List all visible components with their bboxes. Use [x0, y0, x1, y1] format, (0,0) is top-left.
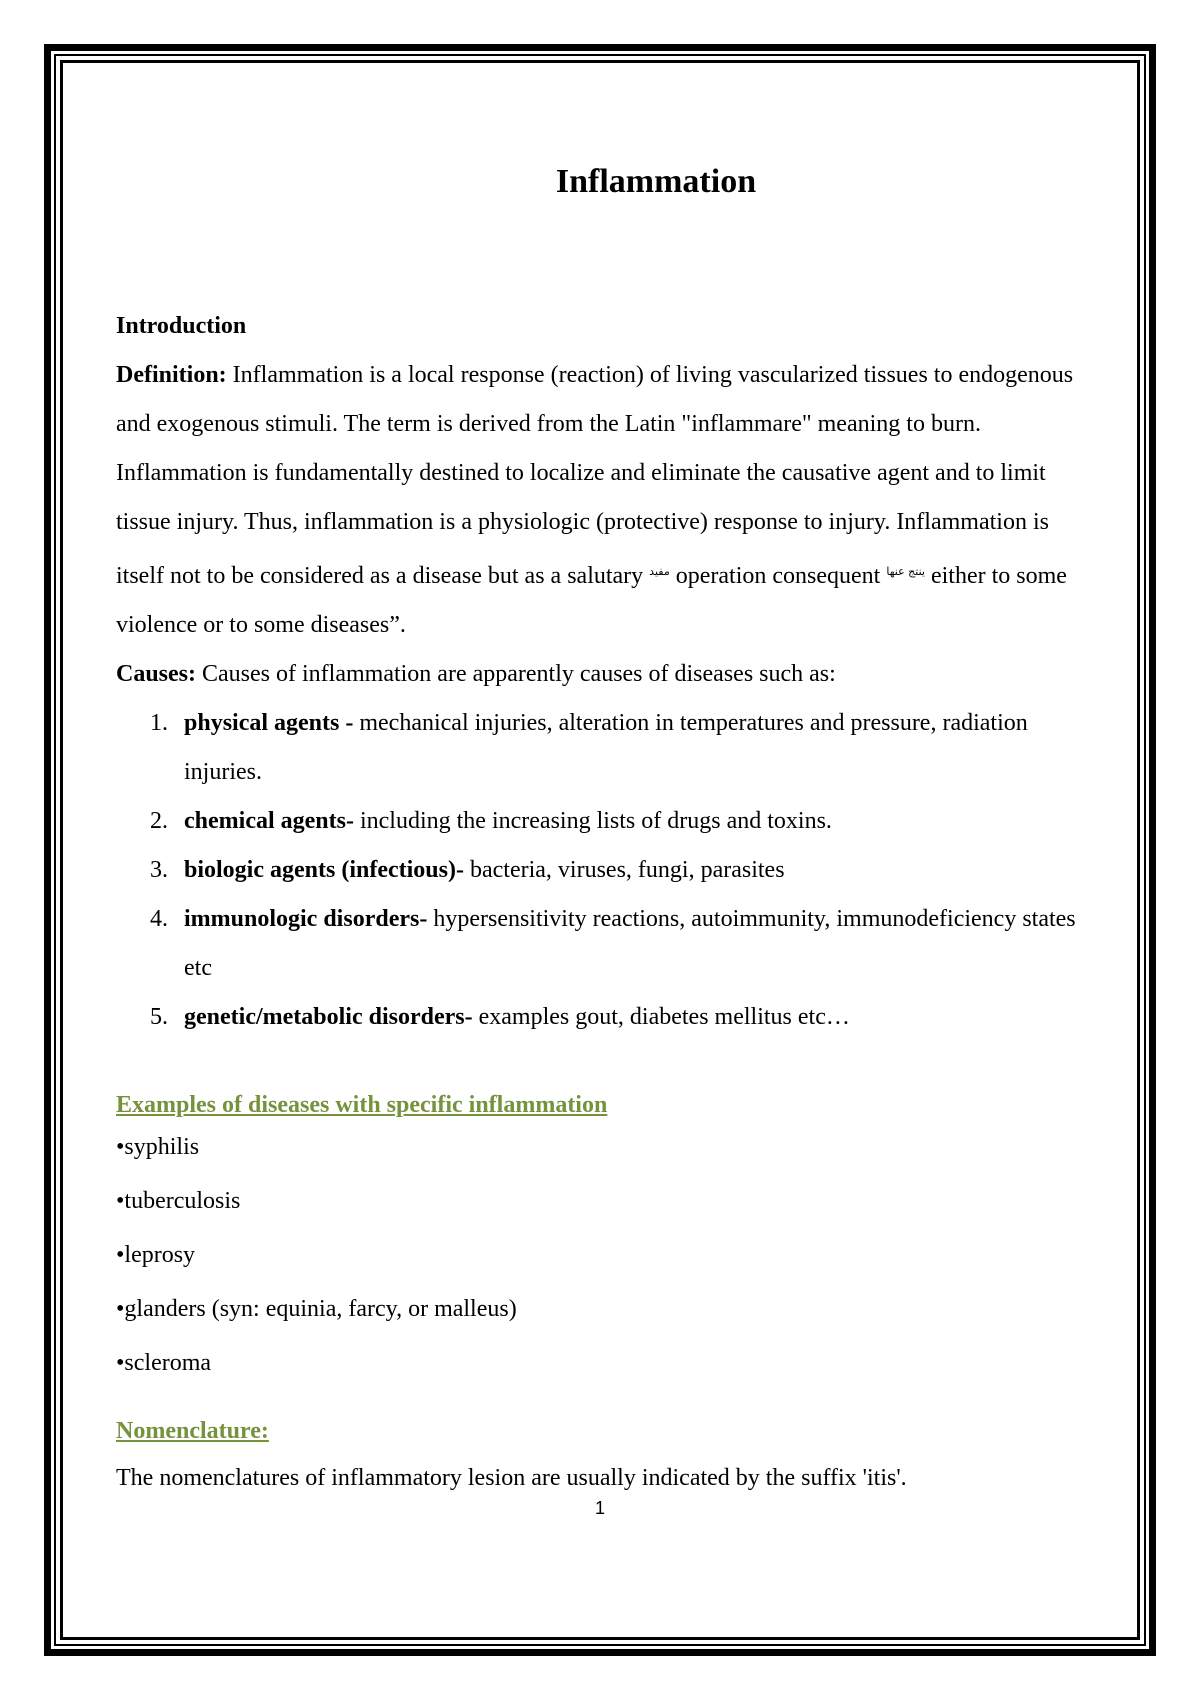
list-item-number: 3. [150, 857, 168, 883]
introduction-heading: Introduction [116, 313, 247, 339]
list-item-bold: physical agents - [184, 710, 354, 736]
list-item: •scleroma [116, 1350, 212, 1376]
list-item-text: examples gout, diabetes mellitus etc… [472, 1004, 850, 1030]
examples-list [116, 1120, 1096, 1390]
list-item-text: including the increasing lists of drugs and toxins. [353, 808, 832, 834]
nomenclature-text: The nomenclatures of inflammatory lesion are usually indicated by the suffix 'itis'. [116, 1465, 907, 1491]
list-item [150, 699, 1096, 797]
list-item-bold: immunologic disorders- [184, 906, 428, 932]
list-item: •syphilis [116, 1134, 200, 1160]
definition-text-part-1: Inflammation is a local response (reaction) of living vascularized tissues to endogenous and exogenous stimuli. The term is derived from the Latin "inflammare" meaning to burn. Inflammation is fundamentally destined to localize and eliminate the causative agent and to limit tissue injury. Thus, inflammation is a physiologic (protective) response to injury. Inflammation is itself not to be considered as a disease but as a salutary [116, 362, 1074, 589]
definition-label: Definition: [116, 362, 227, 388]
causes-intro: Causes of inflammation are apparently causes of diseases such as: [196, 661, 836, 687]
list-item-number: 1. [150, 710, 168, 736]
document-title: Inflammation [555, 163, 757, 200]
list-item-text: mechanical injuries, alteration in temperatures and pressure, radiation injuries. [184, 710, 1028, 785]
definition-text-part-2: operation consequent [669, 563, 887, 589]
list-item-text: bacteria, viruses, fungi, parasites [463, 857, 785, 883]
list-item: •leprosy [116, 1242, 196, 1268]
definition-text-part-3: either to some violence or to some diseases”. [116, 563, 1067, 638]
list-item-bold: biologic agents (infectious)- [184, 857, 464, 883]
list-item [150, 846, 1096, 895]
page-number: 1 [594, 1498, 605, 1518]
nomenclature-heading: Nomenclature: [116, 1418, 269, 1444]
list-item: •glanders (syn: equinia, farcy, or malleus) [116, 1296, 517, 1322]
main-text-block [116, 302, 1096, 1042]
causes-label: Causes: [116, 661, 197, 687]
list-item-number: 5. [150, 1004, 168, 1030]
list-item-bold: chemical agents- [184, 808, 354, 834]
arabic-gloss-1: مفيد [649, 565, 670, 578]
list-item [150, 895, 1096, 993]
examples-section [116, 1090, 1096, 1390]
definition-paragraph [116, 351, 1096, 650]
list-item-number: 2. [150, 808, 168, 834]
list-item [150, 993, 1096, 1042]
list-item [150, 797, 1096, 846]
arabic-gloss-2: ينتج عنها [886, 565, 925, 578]
causes-list [116, 699, 1096, 1042]
list-item-text: hypersensitivity reactions, autoimmunity, immunodeficiency states etc [184, 906, 1076, 981]
list-item: •tuberculosis [116, 1188, 241, 1214]
causes-paragraph [116, 650, 1096, 699]
list-item-bold: genetic/metabolic disorders- [184, 1004, 473, 1030]
examples-heading: Examples of diseases with specific inflammation [116, 1092, 608, 1118]
list-item-number: 4. [150, 906, 168, 932]
